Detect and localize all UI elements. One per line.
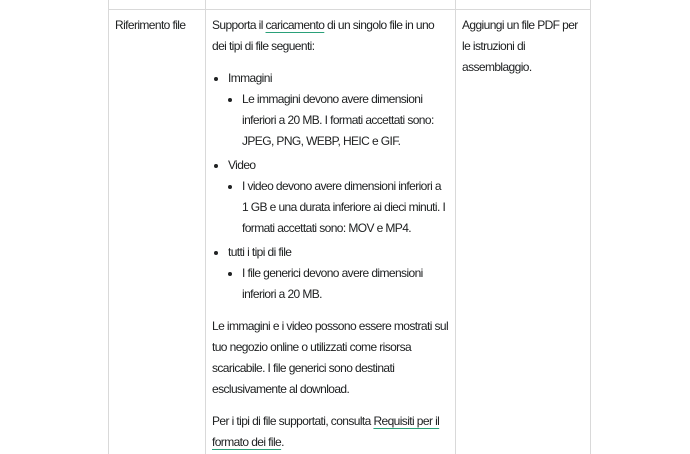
intro-text-post: di un singolo file in uno dei tipi di file seguenti: <box>212 18 435 53</box>
list-item-label: Immagini <box>228 71 272 85</box>
caricamento-link[interactable]: caricamento <box>265 18 325 32</box>
usage-paragraph: Le immagini e i video possono essere mostrati sul tuo negozio online o utilizzati come risorsa scaricabile. I file generici sono destinati esclusivamente al download. <box>212 319 449 396</box>
list-item-images-sublist <box>228 89 449 152</box>
file-type-list <box>212 68 449 305</box>
list-item-all-files-sublist <box>228 263 449 305</box>
requisiti-formato-file-link[interactable]: Requisiti per il formato dei file <box>212 414 440 449</box>
intro-paragraph <box>212 15 449 57</box>
list-item-images <box>228 68 449 152</box>
list-item-label: Video <box>228 158 256 172</box>
closing-text-post: . <box>281 435 284 449</box>
closing-paragraph <box>212 411 449 453</box>
list-item-detail: • Le immagini devono avere dimensioni inferiori a 20 MB. I formati accettati sono: JPEG, PNG, WEBP, HEIC e GIF. <box>242 89 449 152</box>
file-reference-table <box>108 0 592 454</box>
previous-row-cell-1 <box>109 0 206 10</box>
list-item-video <box>228 155 449 239</box>
feature-name: Riferimento file <box>115 18 186 32</box>
list-item-video-sublist <box>228 176 449 239</box>
previous-row-cell-2 <box>206 0 456 10</box>
note-cell <box>456 10 591 454</box>
previous-row-cell-3 <box>456 0 591 10</box>
description-cell <box>206 10 456 454</box>
feature-name-cell <box>109 10 206 454</box>
list-item-label: tutti i tipi di file <box>228 245 292 259</box>
intro-text-pre: Supporta il <box>212 18 266 32</box>
note-text: Aggiungi un file PDF per le istruzioni di assemblaggio. <box>462 18 578 74</box>
closing-text-pre: Per i tipi di file supportati, consulta <box>212 414 374 428</box>
list-item-detail: • I video devono avere dimensioni inferiori a 1 GB e una durata inferiore ai dieci minuti. I formati accettati sono: MOV e MP4. <box>242 176 449 239</box>
list-item-detail: • I file generici devono avere dimensioni inferiori a 20 MB. <box>242 263 449 305</box>
list-item-all-files <box>228 242 449 305</box>
